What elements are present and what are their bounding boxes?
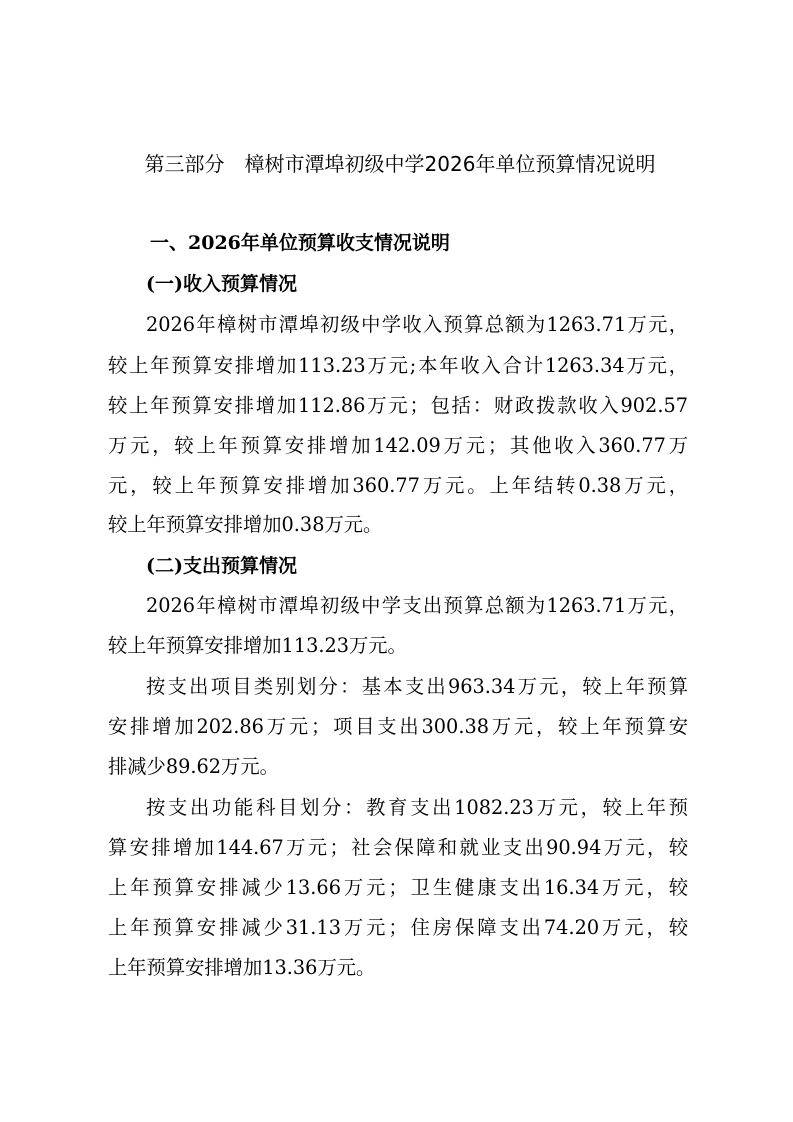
income-line: 较上年预算安排增加0.38万元。: [108, 513, 383, 536]
income-line: 万元，较上年预算安排增加142.09万元；其他收入360.77万: [108, 434, 688, 457]
expense-category-line: 按支出项目类别划分：基本支出963.34万元，较上年预算: [146, 675, 688, 698]
expense-function-line: 上年预算安排减少31.13万元；住房保障支出74.20万元，较: [108, 916, 688, 939]
expense-total-line: 较上年预算安排增加113.23万元。: [108, 634, 407, 657]
page-title: 第三部分 樟树市潭埠初级中学2026年单位预算情况说明: [144, 152, 656, 176]
income-line: 元，较上年预算安排增加360.77万元。上年结转0.38万元，: [108, 474, 688, 497]
expense-function-line: 上年预算安排减少13.66万元；卫生健康支出16.34万元，较: [108, 876, 688, 899]
subsection-heading-income: (一)收入预算情况: [146, 273, 297, 295]
income-line: 2026年樟树市潭埠初级中学收入预算总额为1263.71万元，: [146, 313, 688, 336]
income-line: 较上年预算安排增加112.86万元；包括：财政拨款收入902.57: [108, 394, 688, 417]
income-line: 较上年预算安排增加113.23万元;本年收入合计1263.34万元，: [108, 354, 688, 377]
section-heading: 一、2026年单位预算收支情况说明: [150, 232, 450, 254]
expense-function-line: 算安排增加144.67万元；社会保障和就业支出90.94万元，较: [108, 836, 688, 859]
expense-function-line: 上年预算安排增加13.36万元。: [108, 956, 376, 979]
expense-category-line: 安排增加202.86万元；项目支出300.38万元，较上年预算安: [108, 715, 688, 738]
expense-function-line: 按支出功能科目划分：教育支出1082.23万元，较上年预: [146, 796, 688, 819]
expense-total-line: 2026年樟树市潭埠初级中学支出预算总额为1263.71万元，: [146, 594, 688, 617]
expense-category-line: 排减少89.62万元。: [108, 755, 279, 778]
subsection-heading-expense: (二)支出预算情况: [146, 555, 297, 577]
